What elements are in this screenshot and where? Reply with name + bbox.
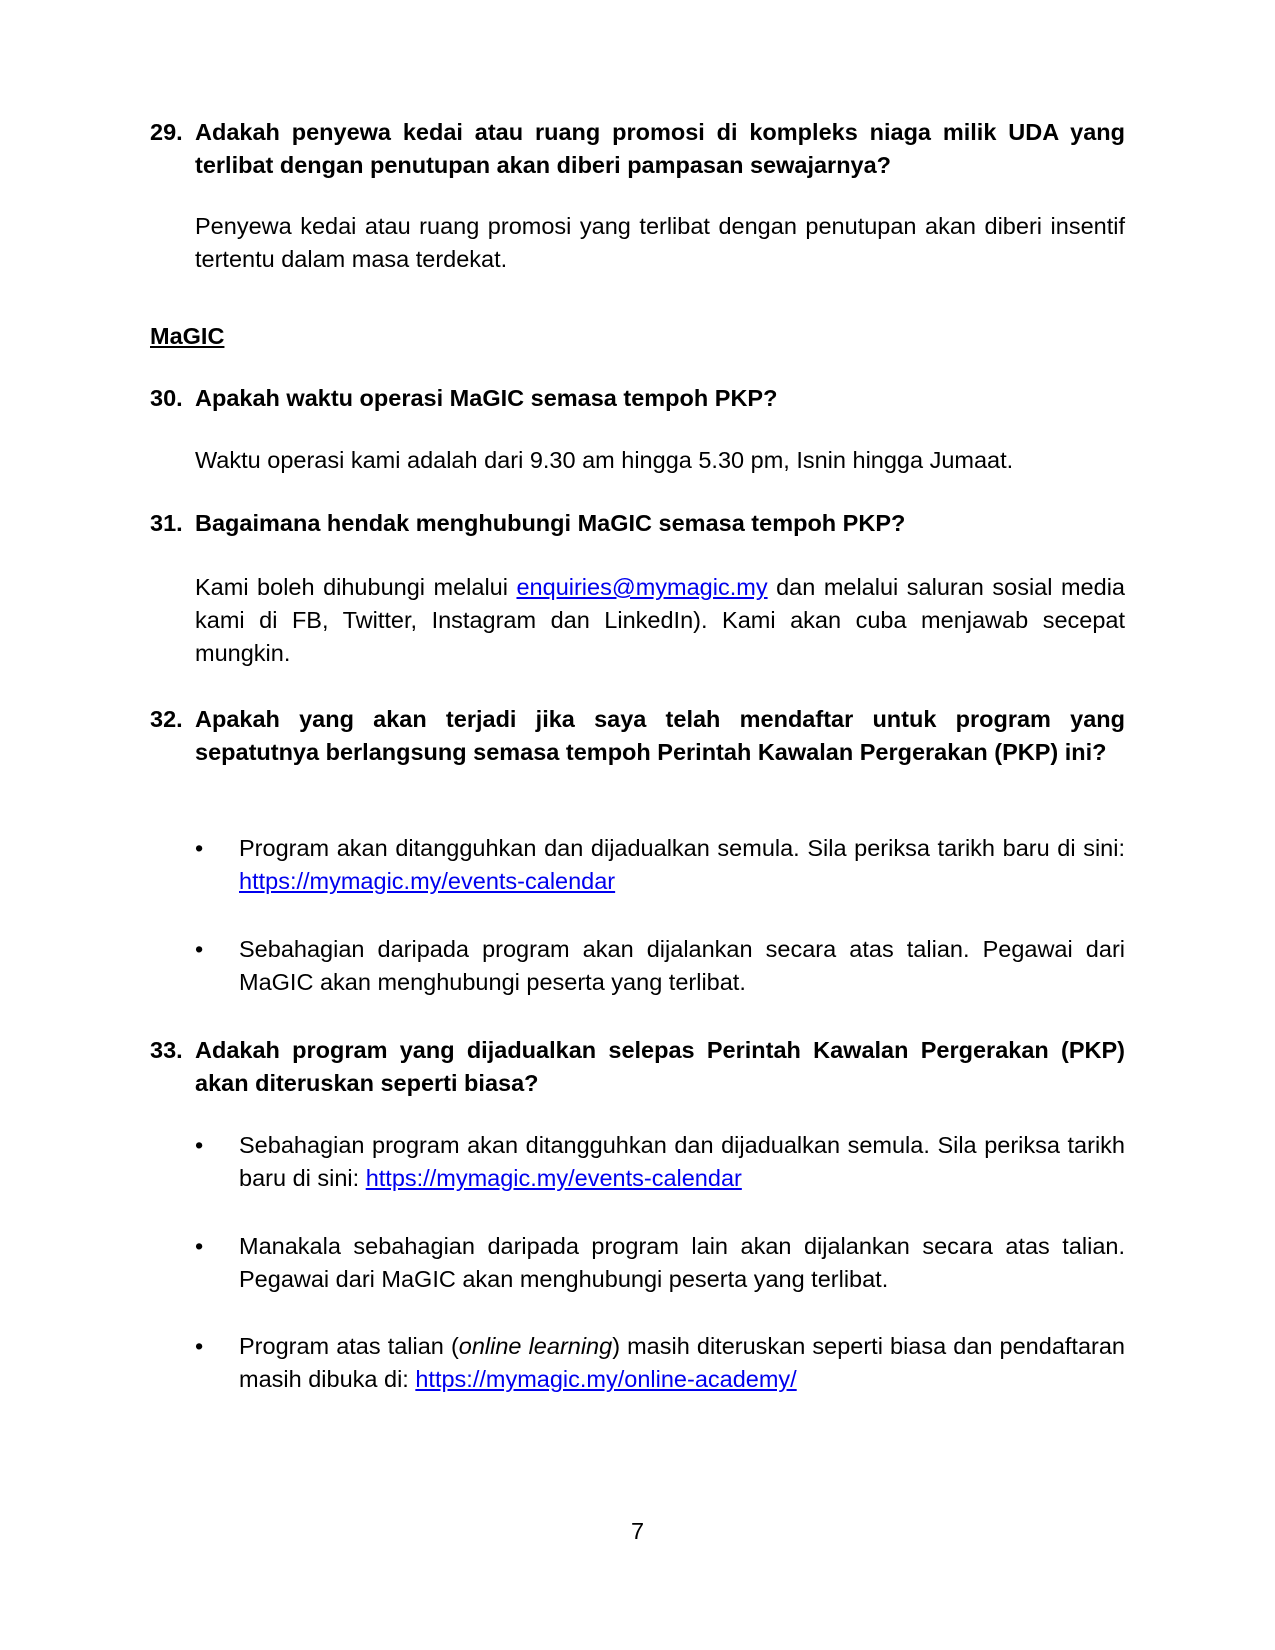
- bullet-icon: •: [195, 936, 204, 962]
- answer-29: Penyewa kedai atau ruang promosi yang terlibat dengan penutupan akan diberi insentif tertentu dalam masa terdekat.: [195, 213, 1125, 272]
- answer-30: Waktu operasi kami adalah dari 9.30 am hingga 5.30 pm, Isnin hingga Jumaat.: [195, 447, 1014, 473]
- question-text: Adakah penyewa kedai atau ruang promosi di kompleks niaga milik UDA yang terlibat dengan penutupan akan diberi pampasan sewajarnya?: [195, 119, 1125, 178]
- question-31: [150, 507, 1125, 540]
- bullet-text: Sebahagian daripada program akan dijalankan secara atas talian. Pegawai dari MaGIC akan menghubungi peserta yang terlibat.: [239, 936, 1125, 995]
- bullet-icon: •: [195, 1333, 204, 1359]
- question-number: 33.: [150, 1037, 183, 1063]
- question-text: Adakah program yang dijadualkan selepas Perintah Kawalan Pergerakan (PKP) akan diteruskan seperti biasa?: [195, 1037, 1125, 1096]
- email-link[interactable]: enquiries@mymagic.my: [516, 574, 768, 600]
- question-29: [150, 116, 1125, 182]
- question-number: 32.: [150, 706, 183, 732]
- bullet-item: [195, 933, 1125, 999]
- bullet-icon: •: [195, 835, 204, 861]
- events-calendar-link[interactable]: https://mymagic.my/events-calendar: [239, 868, 616, 894]
- section-heading: MaGIC: [150, 323, 225, 349]
- bullet-item: [195, 832, 1125, 898]
- question-32: [150, 703, 1125, 769]
- events-calendar-link[interactable]: https://mymagic.my/events-calendar: [365, 1165, 742, 1191]
- answer-31: [195, 571, 1125, 670]
- question-number: 31.: [150, 510, 183, 536]
- question-text: Bagaimana hendak menghubungi MaGIC semasa tempoh PKP?: [195, 510, 906, 536]
- bullet-item: [195, 1230, 1125, 1296]
- question-30: [150, 382, 1125, 415]
- question-text: Apakah yang akan terjadi jika saya telah mendaftar untuk program yang sepatutnya berlangsung semasa tempoh Perintah Kawalan Pergerakan (PKP) ini?: [195, 706, 1125, 765]
- question-text: Apakah waktu operasi MaGIC semasa tempoh PKP?: [195, 385, 778, 411]
- question-number: 30.: [150, 385, 183, 411]
- question-number: 29.: [150, 119, 183, 145]
- bullet-item: [195, 1330, 1125, 1396]
- page-number: 7: [630, 1518, 645, 1544]
- bullet-icon: •: [195, 1233, 204, 1259]
- bullet-text: ) masih diteruskan seperti biasa dan pendaftaran masih dibuka di:: [239, 1333, 1125, 1392]
- bullet-text: Program atas talian (: [239, 1333, 459, 1359]
- bullet-italic-text: online learning: [458, 1333, 613, 1359]
- bullet-text: Sebahagian program akan ditangguhkan dan dijadualkan semula. Sila periksa tarikh baru di sini:: [239, 1132, 1125, 1191]
- bullet-text: Program akan ditangguhkan dan dijadualkan semula. Sila periksa tarikh baru di sini:: [239, 835, 1125, 861]
- bullet-icon: •: [195, 1132, 204, 1158]
- question-33: [150, 1034, 1125, 1100]
- answer-text: dan melalui saluran sosial media kami di FB, Twitter, Instagram dan LinkedIn). Kami akan cuba menjawab secepat mungkin.: [195, 574, 1125, 666]
- bullet-item: [195, 1129, 1125, 1195]
- answer-text: Kami boleh dihubungi melalui: [195, 574, 517, 600]
- bullet-text: Manakala sebahagian daripada program lain akan dijalankan secara atas talian. Pegawai dari MaGIC akan menghubungi peserta yang terlibat.: [239, 1233, 1125, 1292]
- online-academy-link[interactable]: https://mymagic.my/online-academy/: [415, 1366, 797, 1392]
